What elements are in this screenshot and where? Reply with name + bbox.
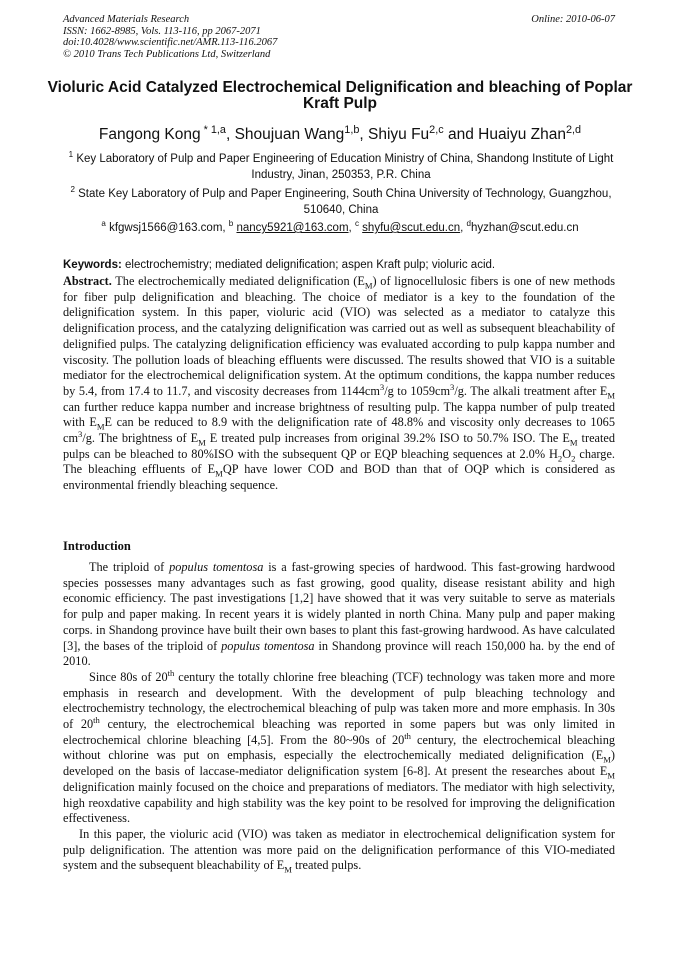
superscript: th bbox=[93, 714, 100, 725]
abstract-text: E can be reduced to 8.9 with the delignification rate of 48.8% and viscosity only decreases to 1065 cm bbox=[63, 415, 615, 446]
subscript: M bbox=[284, 864, 292, 875]
subscript: M bbox=[198, 437, 206, 448]
affiliation-mark: 2 bbox=[70, 185, 75, 195]
email-link[interactable]: kfgwsj1566@163.com bbox=[109, 222, 223, 234]
subscript: M bbox=[569, 437, 578, 448]
affiliation-text: State Key Laboratory of Pulp and Paper Engineering, South China University of Technology, Guangzhou, 510640, China bbox=[78, 188, 612, 216]
paragraph bbox=[63, 827, 615, 874]
superscript: th bbox=[167, 667, 175, 678]
species-name: populus tomentosa bbox=[221, 638, 315, 653]
body-text: century the totally chlorine free bleaching (TCF) technology was taken more and more emphasis in research and development. With the development of pulp bleaching technology and electrochemistry technology, the electrochemical bleaching of pulp was taken more and more emphasis. In 30s of 20 bbox=[63, 669, 615, 732]
abstract-text: charge. The bleaching effluents of E bbox=[63, 446, 615, 477]
species-name: populus tomentosa bbox=[169, 560, 264, 574]
affiliation-mark: 1 bbox=[68, 150, 74, 160]
email-link[interactable]: shyfu@scut.edu.cn bbox=[362, 222, 461, 234]
body-text: The triploid of bbox=[89, 560, 170, 574]
body-text: in Shandong province will reach 150,000 ha. by the end of 2010. bbox=[63, 638, 615, 669]
abstract-text: /g to 1059cm bbox=[384, 383, 451, 398]
copyright-line: © 2010 Trans Tech Publications Ltd, Switzerland bbox=[63, 48, 271, 60]
author-affiliation-mark: 1,b bbox=[344, 123, 360, 136]
abstract-text: treated pulps can be bleached to 80%ISO with the subsequent QP or EQP bleaching sequences at 2.0% H bbox=[63, 431, 616, 461]
body-text: ) developed on the basis of laccase-mediator delignification system [6-8]. At present the researches about E bbox=[63, 748, 615, 779]
author-affiliation-mark: 2,c bbox=[429, 123, 444, 136]
email-mark: b bbox=[228, 219, 234, 229]
journal-name: Advanced Materials Research bbox=[63, 14, 190, 25]
abstract-text: /g. The alkali treatment after E bbox=[454, 383, 608, 398]
body-text: century, the electrochemical bleaching was reported in some papers but was only limited in electrochemical chlorine bleaching [4,5]. From the 80~90s of 20 bbox=[63, 717, 615, 747]
email-link[interactable]: hyzhan@scut.edu.cn bbox=[471, 222, 579, 234]
subscript: M bbox=[607, 390, 615, 401]
abstract-text: The electrochemically mediated delignification (E bbox=[111, 274, 365, 288]
body-text: In this paper, the violuric acid (VIO) was taken as mediator in electrochemical delignification system for pulp delignification. The attention was more paid on the delignification performance of this VIO-mediated system and the subsequent bleachability of E bbox=[63, 826, 615, 873]
author-affiliation-mark: 2,d bbox=[566, 123, 582, 136]
author-name: Huaiyu Zhan bbox=[478, 126, 567, 143]
abstract-text: /g. The brightness of E bbox=[82, 431, 199, 446]
email-mark: a bbox=[101, 219, 106, 229]
section-heading-introduction: Introduction bbox=[63, 539, 131, 553]
keywords-text: electrochemistry; mediated delignification; aspen Kraft pulp; violuric acid. bbox=[121, 259, 496, 271]
abstract bbox=[63, 274, 615, 494]
author-list bbox=[40, 123, 640, 144]
paper-title: Violuric Acid Catalyzed Electrochemical Delignification and bleaching of Poplar Kraft Pulp bbox=[47, 79, 633, 112]
email-mark: c bbox=[354, 219, 359, 229]
subscript: M bbox=[215, 468, 223, 479]
subscript: 2 bbox=[571, 453, 576, 464]
author-name: Fangong Kong bbox=[98, 126, 201, 143]
online-date: Online: 2010-06-07 bbox=[531, 14, 615, 25]
email-list: $^a$ kfgwsj1566@163.com, $^b$ nancy5921@163.com, $^c$ shyfu@scut.edu.cn, $^d$hyzhan@scut.edu.cn bbox=[101, 219, 579, 234]
author-name: Shiyu Fu bbox=[368, 126, 430, 143]
author-name: Shoujuan Wang bbox=[234, 126, 345, 143]
journal-header bbox=[63, 14, 615, 60]
subscript: M bbox=[96, 421, 105, 432]
keywords-label: Keywords: bbox=[63, 259, 122, 271]
abstract-label: Abstract. bbox=[63, 274, 112, 288]
body-text: Since 80s of 20 bbox=[89, 669, 168, 684]
introduction-body bbox=[63, 560, 615, 874]
email-mark: d bbox=[466, 219, 472, 229]
author-separator: and bbox=[443, 126, 479, 143]
affiliation-2 bbox=[58, 186, 624, 218]
body-text: treated pulps. bbox=[291, 858, 362, 873]
superscript: 3 bbox=[379, 381, 385, 392]
subscript: M bbox=[603, 754, 611, 765]
abstract-text: can further reduce kappa number and increase brightness of resulting pulp. The kappa number of pulp treated with E bbox=[63, 399, 615, 430]
author-separator: , bbox=[225, 126, 235, 143]
email-link[interactable]: nancy5921@163.com bbox=[236, 222, 349, 234]
paragraph bbox=[63, 667, 615, 827]
abstract-text: O bbox=[562, 446, 572, 461]
author-affiliation-mark: * 1,a bbox=[200, 123, 226, 136]
keywords bbox=[63, 259, 623, 271]
abstract-text: QP have lower COD and BOD than that of OQP which is considered as environmental friendly bleaching sequence. bbox=[63, 462, 615, 493]
abstract-text: ) of lignocellulosic fibers is one of new methods for fiber pulp delignification and bleaching. The choice of mediator is a key to the foundation of the delignification system. In this paper, violuric acid (VIO) was selected as a mediator to catalyze this delignification process, and the catalyzing delignification was carried out as well as subsequent bleachability of delignified pulps. The catalyzing delignification efficiency was evaluated according to pulp kappa number and viscosity. The pollution loads of bleaching effluents were discussed. The results showed that VIO is a suitable mediator for the electrochemical delignification system. At the optimum conditions, the kappa number reduces by 5.4, from 17.4 to 11.7, and viscosity decreases from 1144cm bbox=[63, 274, 615, 398]
body-text: delignification mainly focused on the choice and preparations of mediators. The mediator with high selectivity, high reoxdative capability and high stability was the key point to be resolved for improving the delignification effectiveness. bbox=[63, 779, 615, 826]
body-text: is a fast-growing species of hardwood. This fast-growing hardwood species possesses many advantages such as fast growing, good quality, disease resistant ability and high economic efficiency. The past investigations [1,2] have showed that it was very suitable to serve as materials for pulp and paper making. In recent years it is widely planted in north China. Many pulp and paper making corps. in Shandong province have built their own bases to plant this fast-growing hardwood. As have calculated [3], the bases of the triploid of bbox=[63, 560, 615, 653]
author-separator: , bbox=[359, 126, 368, 143]
doi-line[interactable]: doi:10.4028/www.scientific.net/AMR.113-116.2067 bbox=[63, 37, 278, 48]
superscript: th bbox=[404, 730, 411, 741]
affiliation-1 bbox=[58, 151, 624, 183]
abstract-text: E treated pulp increases from original 39.2% ISO to 50.7% ISO. The E bbox=[205, 431, 570, 446]
subscript: M bbox=[364, 280, 373, 291]
issn-line: ISSN: 1662-8985, Vols. 113-116, pp 2067-2071 bbox=[63, 25, 261, 37]
body-text: century, the electrochemical bleaching without chlorine was put on emphasis, especially the electrochemically mediated delignification (E bbox=[63, 732, 615, 763]
subscript: M bbox=[607, 770, 615, 781]
superscript: 3 bbox=[78, 428, 83, 439]
affiliation-text: Key Laboratory of Pulp and Paper Engineering of Education Ministry of China, Shandong Institute of Light Industry, Jinan, 250353, P.R. China bbox=[76, 153, 614, 181]
superscript: 3 bbox=[450, 381, 455, 392]
paragraph bbox=[63, 560, 615, 670]
subscript: 2 bbox=[557, 453, 563, 464]
